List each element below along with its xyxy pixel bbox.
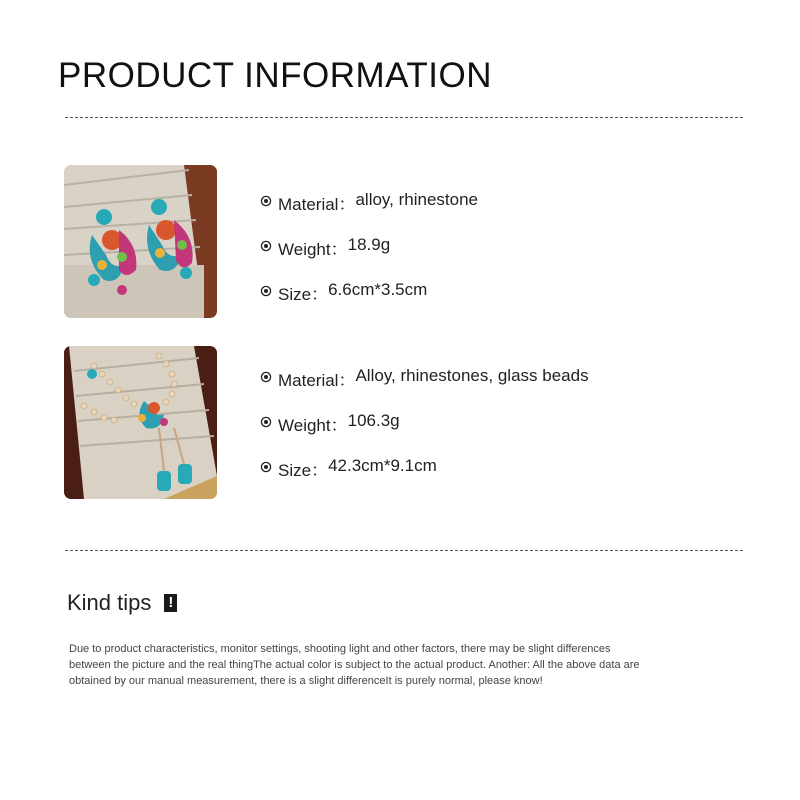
spec-value: 106.3g <box>347 411 400 430</box>
spec-label: Material： <box>278 195 356 214</box>
radio-bullet-icon <box>260 285 272 297</box>
radio-bullet-icon <box>260 461 272 473</box>
spec-material <box>260 190 478 235</box>
spec-value: 18.9g <box>347 235 391 254</box>
radio-bullet-icon <box>260 240 272 252</box>
kind-tips-heading <box>67 590 177 616</box>
kind-tips-text: Due to product characteristics, monitor settings, shooting light and other factors, there may be slight differences between the picture and the real thingThe actual color is subject to the actual product. Another: All the above data are obtained by our manual measurement, there is a slight differenceIt is purely normal, please know! <box>69 643 640 687</box>
spec-label: Weight： <box>278 416 348 435</box>
product-image-necklace <box>64 346 217 499</box>
divider-top <box>65 117 743 118</box>
product-image-earrings <box>64 165 217 318</box>
warning-icon: ! <box>164 594 177 612</box>
product-specs-earrings <box>260 190 478 325</box>
spec-label: Size： <box>278 285 329 304</box>
spec-value: 6.6cm*3.5cm <box>328 280 428 299</box>
page-title: PRODUCT INFORMATION <box>58 56 493 95</box>
radio-bullet-icon <box>260 416 272 428</box>
spec-value: 42.3cm*9.1cm <box>328 456 437 475</box>
spec-value: alloy, rhinestone <box>355 190 479 209</box>
product-specs-necklace <box>260 366 589 501</box>
spec-label: Weight： <box>278 240 348 259</box>
spec-material <box>260 366 589 411</box>
spec-weight <box>260 235 478 280</box>
spec-size <box>260 456 589 501</box>
spec-label: Size： <box>278 461 329 480</box>
peacock-earrings-photo <box>64 165 217 318</box>
peacock-necklace-photo <box>64 346 217 499</box>
spec-label: Material： <box>278 371 356 390</box>
radio-bullet-icon <box>260 371 272 383</box>
radio-bullet-icon <box>260 195 272 207</box>
spec-value: Alloy, rhinestones, glass beads <box>355 366 589 385</box>
kind-tips-title: Kind tips <box>67 590 152 615</box>
spec-size <box>260 280 478 325</box>
spec-weight <box>260 411 589 456</box>
divider-bottom <box>65 550 743 551</box>
